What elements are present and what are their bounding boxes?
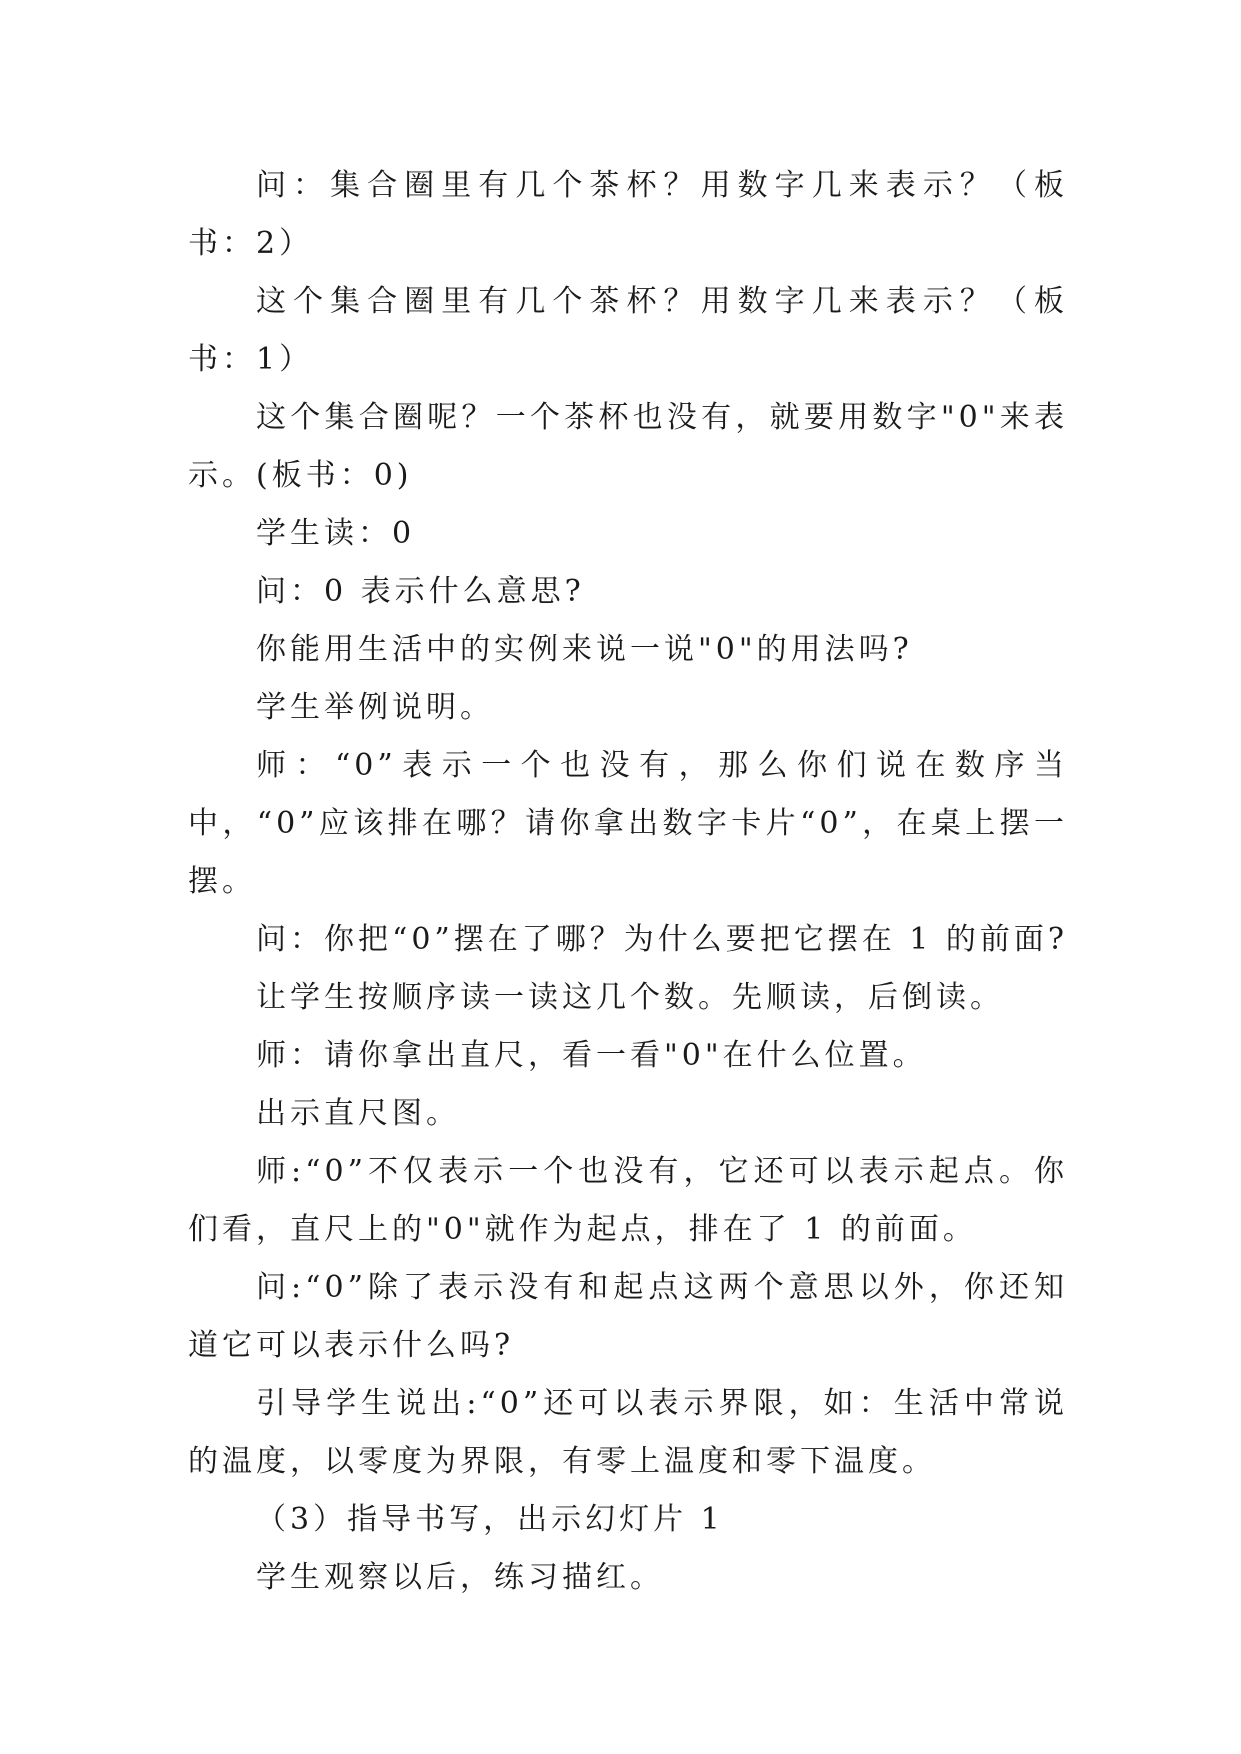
- paragraph-7: 学生举例说明。: [256, 690, 494, 725]
- paragraph-11: 师：请你拿出直尺，看一看"0"在什么位置。: [256, 1038, 927, 1073]
- paragraph-5: 问：0 表示什么意思?: [256, 574, 585, 609]
- paragraph-8: 师：“0”表示一个也没有，那么你们说在数序当中，“0”应该排在哪？请你拿出数字卡片“0”，在桌上摆一摆。: [188, 748, 1068, 899]
- paragraph-15: 引导学生说出:“0”还可以表示界限，如：生活中常说的温度，以零度为界限，有零上温度和零下温度。: [188, 1386, 1068, 1479]
- paragraph-1: 问：集合圈里有几个茶杯？用数字几来表示？（板书：2）: [188, 168, 1068, 261]
- paragraph-13: 师:“0”不仅表示一个也没有，它还可以表示起点。你们看，直尺上的"0"就作为起点，排在了 1 的前面。: [188, 1154, 1068, 1247]
- paragraph-6: 你能用生活中的实例来说一说"0"的用法吗?: [256, 632, 913, 667]
- paragraph-10: 让学生按顺序读一读这几个数。先顺读，后倒读。: [256, 980, 1004, 1015]
- paragraph-17: 学生观察以后，练习描红。: [256, 1560, 664, 1595]
- paragraph-3: 这个集合圈呢？一个茶杯也没有，就要用数字"0"来表示。(板书：0): [188, 400, 1068, 493]
- document-body: [188, 157, 1068, 1607]
- paragraph-4: 学生读：0: [256, 516, 416, 551]
- paragraph-12: 出示直尺图。: [256, 1096, 460, 1131]
- paragraph-16: （3）指导书写，出示幻灯片 1: [256, 1502, 724, 1537]
- paragraph-14: 问:“0”除了表示没有和起点这两个意思以外，你还知道它可以表示什么吗?: [188, 1270, 1068, 1363]
- paragraph-9: 问：你把“0”摆在了哪？为什么要把它摆在 1 的前面?: [256, 922, 1069, 957]
- paragraph-2: 这个集合圈里有几个茶杯？用数字几来表示？（板书：1）: [188, 284, 1068, 377]
